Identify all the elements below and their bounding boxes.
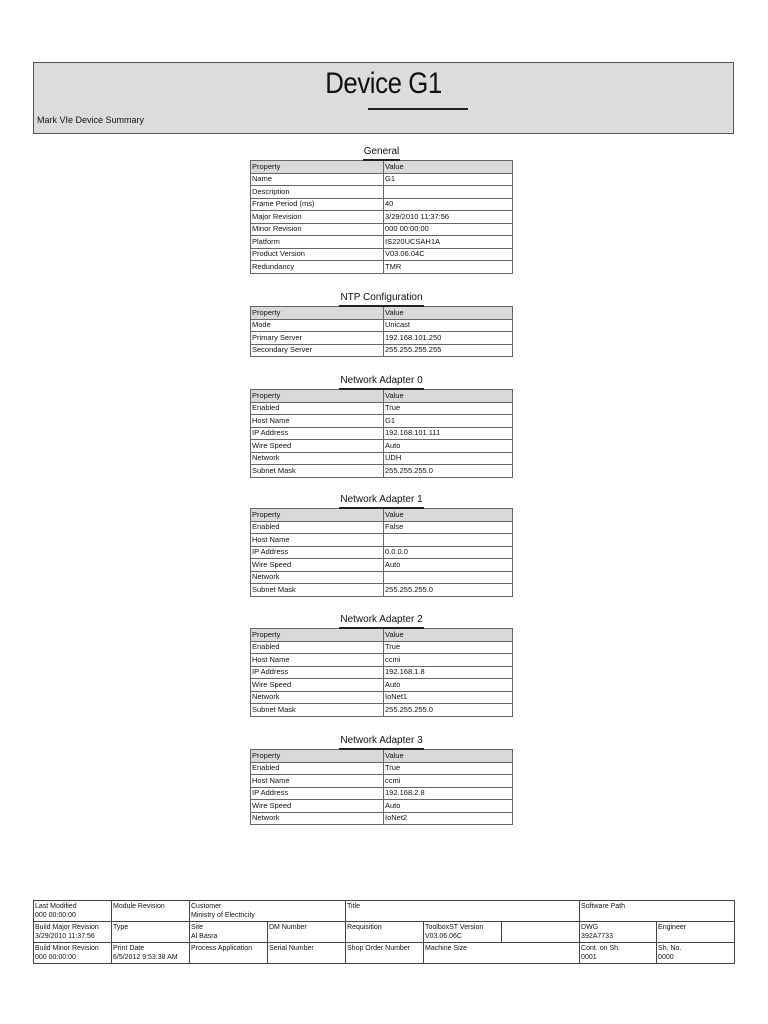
section-title [250,292,513,306]
table-row [251,332,513,345]
section-title-text: General [363,146,401,161]
section-title [250,494,513,508]
table-row [251,452,513,465]
property-cell: Minor Revision [251,223,384,236]
table-row [251,812,513,825]
property-section [250,614,513,717]
value-cell: Auto [384,559,513,572]
table-row [251,427,513,440]
property-cell: Enabled [251,641,384,654]
value-cell: True [384,402,513,415]
property-cell: Subnet Mask [251,465,384,478]
footer-cell: DWG 392A7733 [580,922,657,943]
footer-row-1 [34,901,735,922]
property-cell: Wire Speed [251,800,384,813]
table-row [251,223,513,236]
table-row [251,236,513,249]
property-cell: IP Address [251,666,384,679]
property-cell: IP Address [251,427,384,440]
property-table [250,749,513,825]
table-header-row [251,390,513,403]
value-cell [384,534,513,547]
property-cell: IP Address [251,546,384,559]
table-row [251,211,513,224]
value-cell: 192.168.1.8 [384,666,513,679]
property-section [250,375,513,478]
property-cell: Major Revision [251,211,384,224]
value-cell: ccmi [384,654,513,667]
footer-cell: Sh. No. 0000 [657,943,735,964]
table-row [251,521,513,534]
value-cell: 3/29/2010 11:37:56 [384,211,513,224]
property-table [250,160,513,274]
value-cell: False [384,521,513,534]
footer-cell: Customer Ministry of Electricity [190,901,346,922]
property-cell: Secondary Server [251,344,384,357]
footer-cell: Build Major Revision 3/29/2010 11:37:56 [34,922,112,943]
page-subtitle: Mark VIe Device Summary [37,115,145,125]
section-title [250,375,513,389]
property-cell: Enabled [251,402,384,415]
value-cell: V03.06.04C [384,248,513,261]
footer-cell: Cont. on Sh. 0001 [580,943,657,964]
footer-cell: Shop Order Number [346,943,424,964]
section-title [250,146,513,160]
footer-cell: Site Al Basra [190,922,268,943]
table-row [251,584,513,597]
property-section [250,494,513,597]
property-table [250,508,513,597]
table-row [251,787,513,800]
footer-cell: Last Modified 000 00:00:00 [34,901,112,922]
table-row [251,800,513,813]
title-underline [368,108,468,110]
footer-cell: Requisition [346,922,424,943]
column-header: Value [384,307,513,320]
column-header: Property [251,161,384,174]
footer-cell: Software Path [580,901,735,922]
value-cell [384,186,513,199]
property-cell: Subnet Mask [251,584,384,597]
property-cell: Mode [251,319,384,332]
value-cell: 192.168.101.111 [384,427,513,440]
table-row [251,691,513,704]
section-title-text: Network Adapter 2 [339,614,423,629]
property-cell: Host Name [251,534,384,547]
property-cell: Wire Speed [251,440,384,453]
table-row [251,679,513,692]
table-row [251,546,513,559]
property-cell: Host Name [251,775,384,788]
property-cell: Network [251,812,384,825]
table-row [251,704,513,717]
property-table [250,389,513,478]
property-cell: Wire Speed [251,559,384,572]
footer-cell: Machine Size [424,943,580,964]
value-cell: 0.0.0.0 [384,546,513,559]
footer-cell [502,922,580,943]
footer-cell: Type [112,922,190,943]
footer-cell: ToolboxST Version V03.06.06C [424,922,502,943]
property-cell: Network [251,691,384,704]
property-table [250,628,513,717]
value-cell: Auto [384,440,513,453]
property-cell: Redundancy [251,261,384,274]
property-cell: Network [251,571,384,584]
value-cell: IS220UCSAH1A [384,236,513,249]
property-cell: Host Name [251,415,384,428]
property-cell: Description [251,186,384,199]
value-cell: 40 [384,198,513,211]
table-row [251,248,513,261]
footer-row-3 [34,943,735,964]
section-title-text: NTP Configuration [339,292,423,307]
footer-cell: Print Date 6/5/2012 9:53:38 AM [112,943,190,964]
value-cell: G1 [384,415,513,428]
value-cell: 000 00:00:00 [384,223,513,236]
footer-cell: Engineer [657,922,735,943]
value-cell: True [384,762,513,775]
value-cell: G1 [384,173,513,186]
table-row [251,559,513,572]
column-header: Value [384,509,513,522]
value-cell: ccmi [384,775,513,788]
table-row [251,319,513,332]
property-cell: Platform [251,236,384,249]
table-row [251,261,513,274]
section-title [250,614,513,628]
value-cell: 192.168.2.8 [384,787,513,800]
table-row [251,173,513,186]
table-header-row [251,307,513,320]
footer-cell: Serial Number [268,943,346,964]
value-cell: 192.168.101.250 [384,332,513,345]
property-cell: Wire Speed [251,679,384,692]
property-cell: Product Version [251,248,384,261]
table-row [251,415,513,428]
footer-cell: Process Application [190,943,268,964]
property-section [250,735,513,825]
section-title-text: Network Adapter 1 [339,494,423,509]
value-cell: Auto [384,679,513,692]
section-title-text: Network Adapter 3 [339,735,423,750]
table-row [251,344,513,357]
column-header: Value [384,161,513,174]
column-header: Value [384,750,513,763]
value-cell: TMR [384,261,513,274]
value-cell: 255.255.255.255 [384,344,513,357]
property-cell: Enabled [251,762,384,775]
table-row [251,654,513,667]
property-section [250,292,513,357]
value-cell: True [384,641,513,654]
property-cell: IP Address [251,787,384,800]
value-cell: Unicast [384,319,513,332]
property-section [250,146,513,274]
table-row [251,440,513,453]
value-cell: IoNet1 [384,691,513,704]
footer-cell: Module Revision [112,901,190,922]
table-row [251,641,513,654]
value-cell: 255.255.255.0 [384,465,513,478]
property-cell: Host Name [251,654,384,667]
column-header: Property [251,629,384,642]
property-cell: Frame Period (ms) [251,198,384,211]
table-row [251,465,513,478]
property-cell: Subnet Mask [251,704,384,717]
value-cell: IoNet2 [384,812,513,825]
column-header: Property [251,509,384,522]
page-title: Device G1 [325,67,442,100]
section-title [250,735,513,749]
property-cell: Primary Server [251,332,384,345]
property-cell: Network [251,452,384,465]
table-header-row [251,750,513,763]
table-header-row [251,161,513,174]
footer-title-block [33,900,735,964]
footer-cell: Build Minor Revision 000 00:00:00 [34,943,112,964]
table-row [251,198,513,211]
table-row [251,775,513,788]
footer-cell: Title [346,901,580,922]
property-cell: Enabled [251,521,384,534]
value-cell: 255.255.255.0 [384,704,513,717]
footer-row-2 [34,922,735,943]
property-cell: Name [251,173,384,186]
section-title-text: Network Adapter 0 [339,375,423,390]
table-row [251,762,513,775]
table-header-row [251,509,513,522]
column-header: Property [251,307,384,320]
value-cell: UDH [384,452,513,465]
column-header: Value [384,390,513,403]
property-table [250,306,513,357]
column-header: Value [384,629,513,642]
table-row [251,666,513,679]
table-row [251,534,513,547]
table-row [251,571,513,584]
table-row [251,402,513,415]
table-header-row [251,629,513,642]
table-row [251,186,513,199]
header-box [33,62,734,134]
column-header: Property [251,390,384,403]
value-cell: 255.255.255.0 [384,584,513,597]
column-header: Property [251,750,384,763]
value-cell [384,571,513,584]
value-cell: Auto [384,800,513,813]
footer-cell: DM Number [268,922,346,943]
